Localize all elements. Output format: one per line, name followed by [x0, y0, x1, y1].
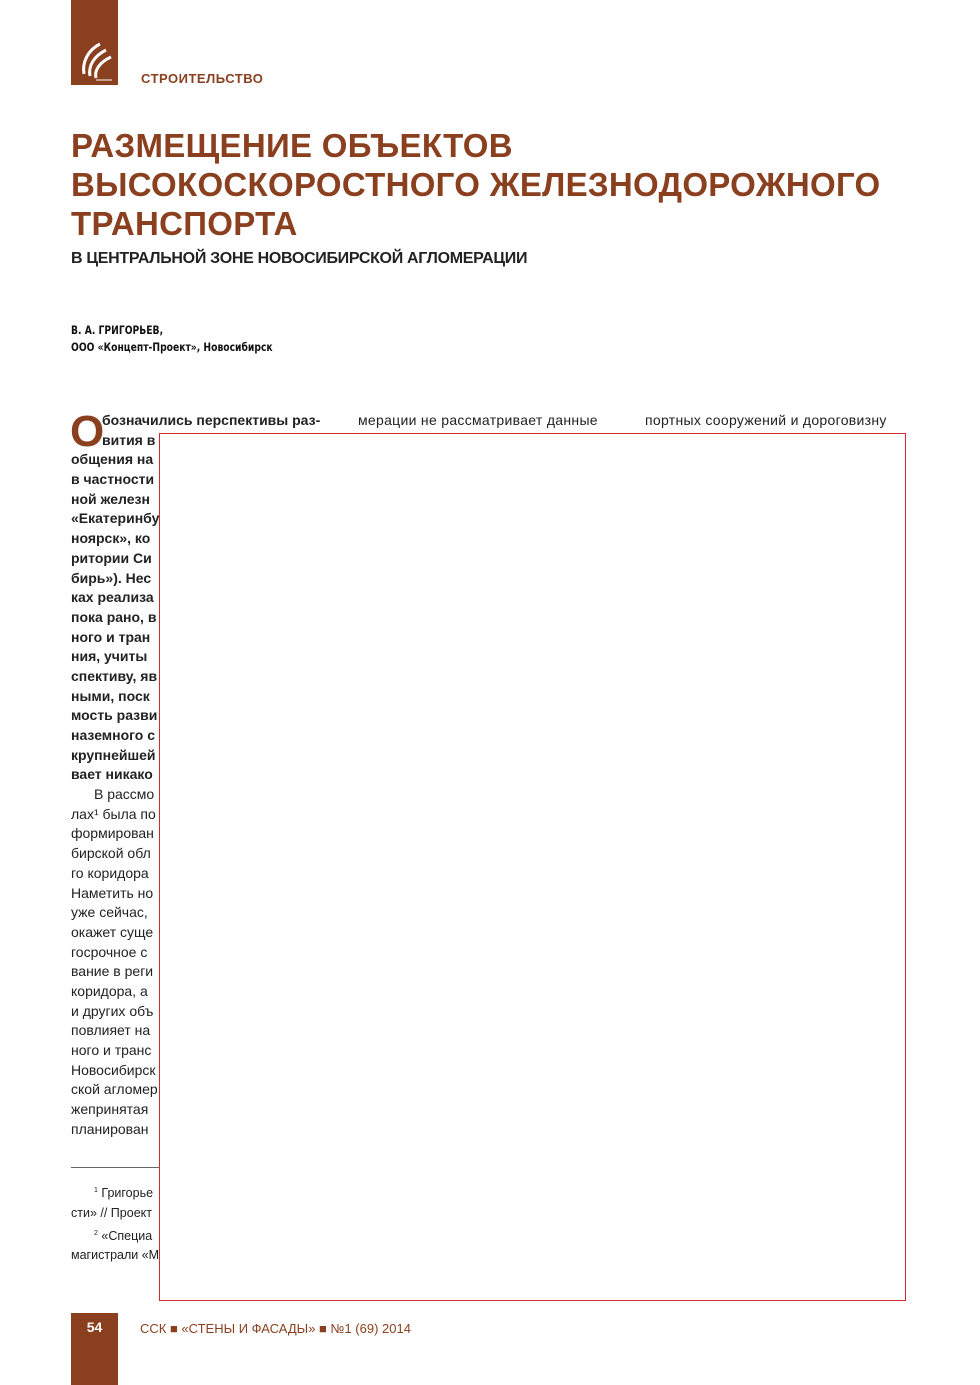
text-line: в частности	[71, 471, 155, 488]
footnote-text: Григорье	[101, 1186, 154, 1201]
text-line: вание в реги	[71, 963, 154, 980]
text-column-3: портных сооружений и дороговизну	[645, 412, 887, 428]
text-line: ного и тран	[71, 628, 151, 645]
author-affiliation: ООО «Концепт-Проект», Новосибирск	[71, 340, 273, 354]
text-line: Наметить но	[71, 884, 154, 901]
article-subtitle: В ЦЕНТРАЛЬНОЙ ЗОНЕ НОВОСИБИРСКОЙ АГЛОМЕРАЦИИ	[71, 250, 528, 267]
text-line: «Екатеринбу	[71, 510, 160, 527]
text-line: лах¹ была по	[71, 805, 156, 822]
footnote-2	[71, 1224, 159, 1247]
page-number: 54	[86, 1319, 103, 1335]
text-line: наземного с	[71, 727, 156, 743]
footnote-text: магистрали «М	[71, 1248, 160, 1263]
text-line: пока рано, в	[71, 608, 157, 625]
article-title	[71, 126, 951, 243]
text-line: го коридора	[71, 864, 149, 881]
text-line: вития в	[102, 431, 156, 448]
text-line: ноярск», ко	[71, 530, 151, 547]
text-line: госрочное с	[71, 943, 148, 960]
author-block	[71, 322, 273, 356]
text-line: бирь»). Нес	[71, 569, 152, 586]
title-line: ВЫСОКОСКОРОСТНОГО ЖЕЛЕЗНОДОРОЖНОГО	[71, 166, 881, 203]
text-line: бирской обл	[71, 845, 151, 862]
text-line: мость разви	[71, 707, 158, 724]
text-line: ного и транс	[71, 1042, 152, 1058]
title-line: РАЗМЕЩЕНИЕ ОБЪЕКТОВ	[71, 127, 513, 164]
footnote-mark: 2	[94, 1229, 98, 1237]
footnote-mark: 1	[94, 1187, 98, 1194]
author-name: В. А. ГРИГОРЬЕВ,	[71, 323, 164, 337]
text-line: ния, учиты	[71, 648, 148, 665]
section-label: СТРОИТЕЛЬСТВО	[141, 71, 264, 86]
text-line: общения на	[71, 451, 154, 468]
text-line: вает никако	[71, 766, 153, 783]
redaction-overlay-box	[159, 433, 906, 1301]
text-line: ках реализа	[71, 589, 154, 606]
text-line: бозначились перспективы раз-	[102, 412, 321, 428]
drop-cap: О	[70, 407, 105, 456]
text-line: и других объ	[71, 1002, 154, 1019]
footnotes	[71, 1181, 159, 1266]
footnote-text: сти» // Проект	[71, 1205, 152, 1220]
text-line: ритории Си	[71, 549, 152, 566]
publisher-logo-icon	[78, 38, 114, 82]
footnote-1	[71, 1181, 159, 1204]
text-line: планирован	[71, 1120, 149, 1137]
text-line: окажет суще	[71, 923, 154, 940]
text-line: В рассмо	[94, 786, 155, 803]
text-line: повлияет на	[71, 1022, 151, 1039]
text-column-2: мерации не рассматривает данные	[358, 412, 598, 428]
text-line: ской агломер	[71, 1081, 158, 1098]
title-line: ТРАНСПОРТА	[71, 205, 298, 242]
text-line: формирован	[71, 825, 154, 842]
text-line: крупнейшей	[71, 746, 156, 763]
text-line: жепринятая	[71, 1101, 149, 1118]
text-line: Новосибирск	[71, 1061, 156, 1078]
text-line: ными, поск	[71, 687, 150, 704]
journal-footer: ССК ■ «СТЕНЫ И ФАСАДЫ» ■ №1 (69) 2014	[140, 1321, 411, 1336]
footnote-text: «Специа	[101, 1228, 153, 1243]
text-line: спективу, яв	[71, 667, 158, 684]
text-line: уже сейчас,	[71, 904, 148, 921]
text-line: ной железн	[71, 490, 150, 507]
text-line: коридора, а	[71, 982, 148, 999]
